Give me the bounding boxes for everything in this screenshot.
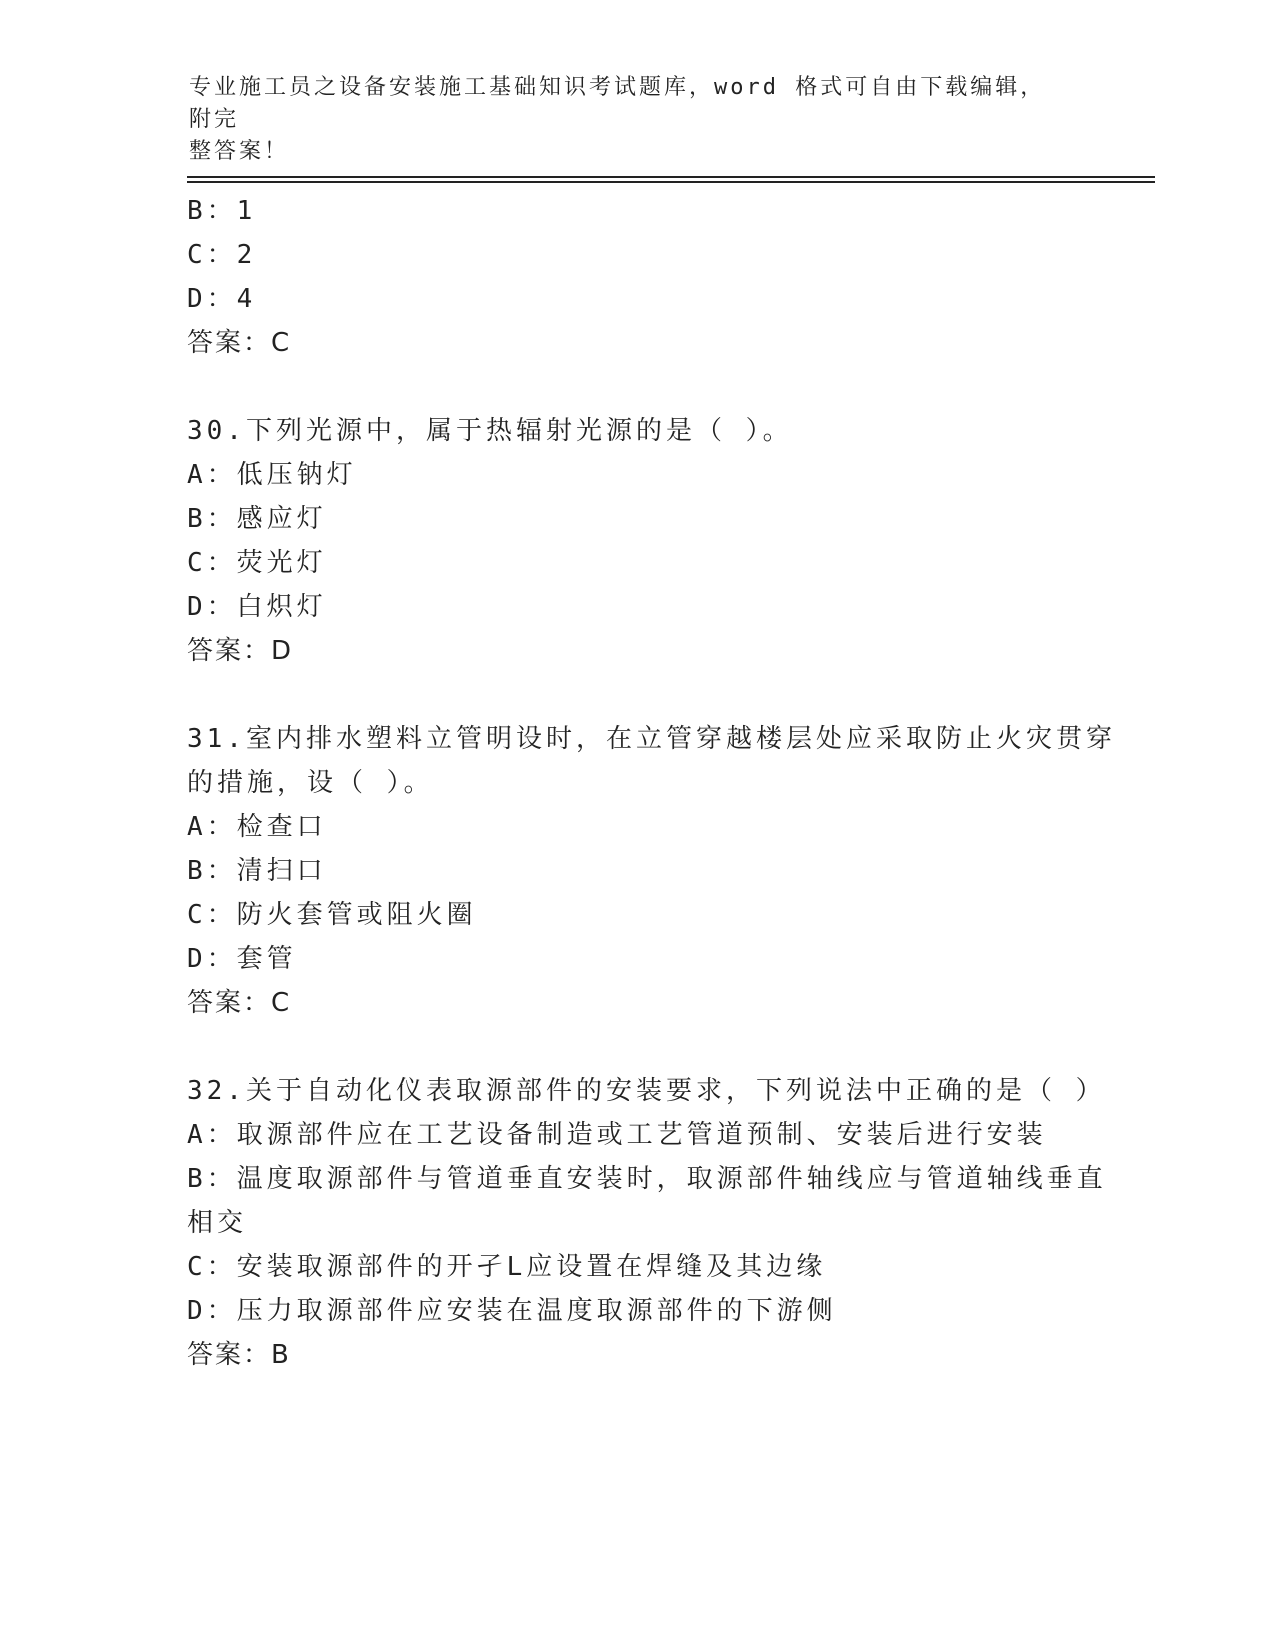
option-line-continued: 相交 xyxy=(187,1208,248,1238)
question-stem: 31.室内排水塑料立管明设时，在立管穿越楼层处应采取防止火灾贯穿 xyxy=(187,724,1116,754)
option-line: D：白炽灯 xyxy=(187,592,327,622)
option-line: D：套管 xyxy=(187,944,297,974)
option-line: B：1 xyxy=(187,196,257,226)
option-line: D：4 xyxy=(187,284,257,314)
answer-line: 答案：B xyxy=(187,1340,291,1370)
document-header xyxy=(189,72,1069,168)
option-line: A：检查口 xyxy=(187,812,327,842)
option-line: D：压力取源部件应安装在温度取源部件的下游侧 xyxy=(187,1296,837,1326)
option-line: C：2 xyxy=(187,240,257,270)
question-stem-continued: 的措施，设（ ）。 xyxy=(187,768,434,798)
option-line: B：感应灯 xyxy=(187,504,327,534)
option-line: C：荧光灯 xyxy=(187,548,327,578)
option-line: C：安装取源部件的开孑L应设置在焊缝及其边缘 xyxy=(187,1252,827,1282)
option-line: C：防火套管或阻火圈 xyxy=(187,900,477,930)
option-line: B：清扫口 xyxy=(187,856,327,886)
question-stem: 30.下列光源中，属于热辐射光源的是（ ）。 xyxy=(187,416,793,446)
option-line: B：温度取源部件与管道垂直安装时，取源部件轴线应与管道轴线垂直 xyxy=(187,1164,1107,1194)
header-rule-top xyxy=(187,176,1155,178)
question-stem: 32.关于自动化仪表取源部件的安装要求，下列说法中正确的是（ ） xyxy=(187,1076,1106,1106)
option-line: A：取源部件应在工艺设备制造或工艺管道预制、安装后进行安装 xyxy=(187,1120,1047,1150)
answer-line: 答案：C xyxy=(187,328,292,358)
header-line-1: 专业施工员之设备安装施工基础知识考试题库，word 格式可自由下载编辑，附完 xyxy=(189,75,1046,132)
answer-line: 答案：C xyxy=(187,988,292,1018)
answer-line: 答案：D xyxy=(187,636,294,666)
option-line: A：低压钠灯 xyxy=(187,460,357,490)
header-line-2: 整答案！ xyxy=(189,139,290,164)
header-rule-bottom xyxy=(187,181,1155,183)
